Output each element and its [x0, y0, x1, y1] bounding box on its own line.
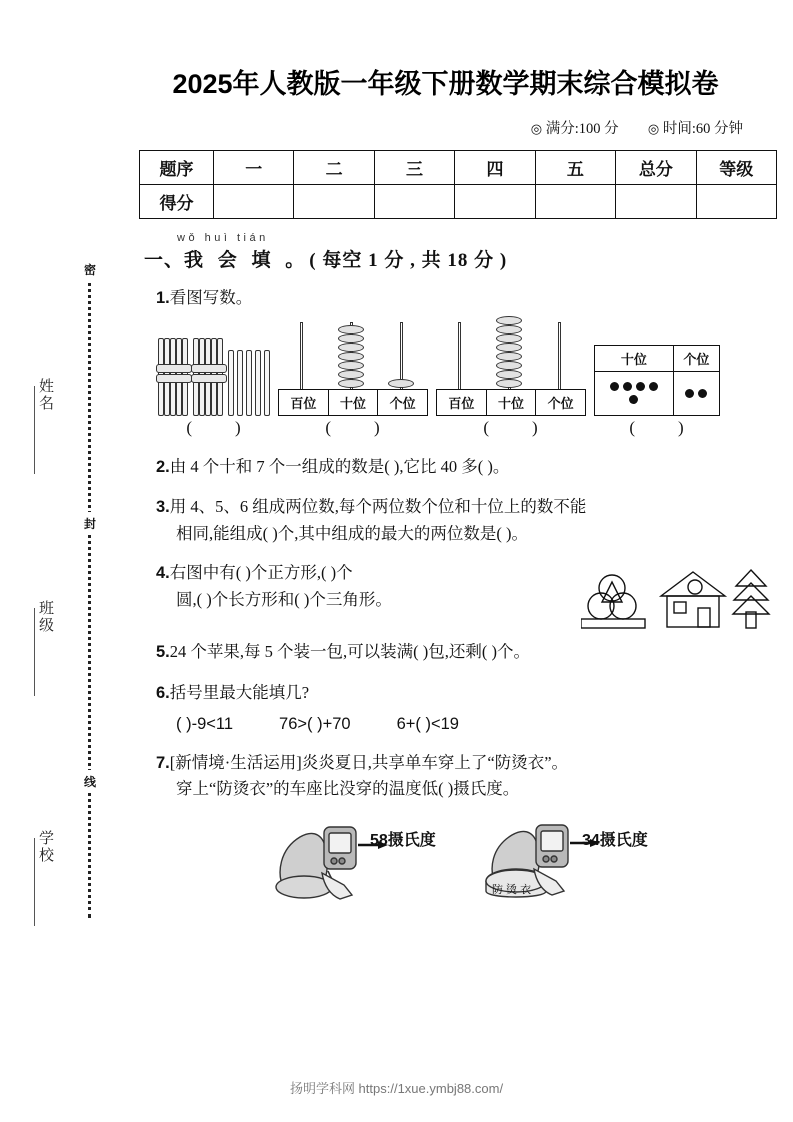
score-table-row-label-1: 得分	[140, 185, 214, 219]
question-3-text-line2: 相同,能组成( )个,其中组成的最大的两位数是( )。	[176, 524, 528, 544]
question-7-text-line2: 穿上“防烫衣”的车座比没穿的温度低( )摄氏度。	[176, 779, 520, 799]
question-2-text: 由 4 个十和 7 个一组成的数是( ),它比 40 多( )。	[169, 456, 510, 476]
rectangle-door-shape	[698, 608, 710, 627]
abacus-base	[436, 389, 586, 416]
left-margin	[0, 0, 112, 1122]
margin-field-school-line	[34, 838, 35, 926]
time-limit-label: 时间:60 分钟	[662, 121, 743, 137]
margin-field-name-line	[34, 386, 35, 474]
question-6-item-3[interactable]: 6+( )<19	[396, 714, 459, 733]
margin-field-school-label: 学校	[37, 830, 54, 864]
score-table-col-6: 等级	[696, 151, 776, 185]
score-table-col-0: 一	[214, 151, 294, 185]
margin-field-class-line	[34, 608, 35, 696]
stick-bundle	[158, 338, 190, 416]
table-row	[140, 185, 777, 219]
section-title	[144, 245, 765, 272]
seal-char-3: 线	[81, 770, 99, 793]
question-4-number: 4.	[156, 563, 170, 582]
circle-shape	[688, 580, 702, 594]
pv-dots-tens	[595, 371, 674, 415]
loose-stick	[237, 350, 243, 416]
question-2-number: 2.	[156, 457, 170, 476]
score-cell-4[interactable]	[535, 185, 615, 219]
question-6-text: 括号里最大能填几?	[169, 683, 310, 703]
section-header	[144, 232, 765, 272]
question-1-figures	[158, 318, 765, 438]
question-5-number: 5.	[156, 643, 170, 662]
question-7-number: 7.	[156, 753, 170, 772]
triangle-roof-shape	[661, 572, 725, 596]
question-5-text: 24 个苹果,每 5 个装一包,可以装满( )包,还剩( )个。	[169, 642, 530, 662]
triangle-shape	[733, 596, 769, 614]
cover-text: 防 烫 衣	[492, 884, 532, 897]
rectangle-bar-shape	[581, 619, 645, 628]
abacus	[278, 318, 428, 416]
abacus	[436, 318, 586, 416]
stick-bundle	[193, 338, 225, 416]
margin-field-school	[26, 830, 56, 926]
seal-char-1: 密	[81, 258, 99, 281]
seat-temperature-label-2: 34摄氏度	[582, 832, 648, 850]
question-5	[156, 639, 765, 666]
abacus-base	[278, 389, 428, 416]
abacus-label-tens: 十位	[487, 390, 537, 415]
section-scoring: ( 每空 1 分 , 共 18 分 )	[309, 250, 508, 271]
question-1-text: 看图写数。	[169, 288, 253, 307]
score-cell-1[interactable]	[294, 185, 374, 219]
score-cell-5[interactable]	[616, 185, 696, 219]
score-table-col-5: 总分	[616, 151, 696, 185]
bike-seat-covered	[478, 811, 648, 903]
question-4-shapes-figure	[581, 564, 771, 636]
answer-blank-2[interactable]: ( )	[325, 417, 381, 437]
table-row	[595, 345, 720, 371]
figure-abacus-2	[436, 318, 586, 438]
seal-dotted-line	[88, 258, 91, 918]
seat-temperature-label-1: 58摄氏度	[370, 832, 436, 850]
margin-field-class	[26, 600, 56, 696]
abacus-label-hundreds: 百位	[279, 390, 329, 415]
loose-stick	[228, 350, 234, 416]
question-3	[156, 494, 765, 547]
section-number: 一、	[144, 250, 185, 271]
question-4-text-line1: 右图中有( )个正方形,( )个	[169, 562, 353, 582]
circle-shape	[599, 575, 625, 601]
question-6-number: 6.	[156, 684, 170, 703]
score-cell-3[interactable]	[455, 185, 535, 219]
question-3-number: 3.	[156, 498, 170, 517]
square-shape	[667, 596, 719, 627]
score-table-col-1: 二	[294, 151, 374, 185]
margin-field-name	[26, 378, 56, 474]
bike-seat-thermometer-icon	[266, 811, 426, 903]
question-1	[156, 285, 765, 312]
score-cell-6[interactable]	[696, 185, 776, 219]
exam-page	[112, 0, 793, 1122]
seal-char-2: 封	[81, 512, 99, 535]
score-cell-2[interactable]	[374, 185, 454, 219]
score-table	[139, 150, 777, 219]
figure-abacus-1	[278, 318, 428, 438]
figure-sticks	[158, 336, 270, 438]
sticks-group	[158, 336, 270, 416]
score-cell-0[interactable]	[214, 185, 294, 219]
circle-icon: ◎	[530, 121, 543, 136]
abacus-label-tens: 十位	[329, 390, 379, 415]
bike-seat-uncovered	[266, 811, 436, 903]
square-window-shape	[674, 602, 686, 613]
section-name: 我 会 填 。	[184, 250, 310, 271]
table-row	[140, 151, 777, 185]
full-score-label: 满分:100 分	[545, 121, 619, 137]
score-table-col-4: 五	[535, 151, 615, 185]
question-3-text-line1: 用 4、5、6 组成两位数,每个两位数个位和十位上的数不能	[169, 497, 587, 517]
question-6-item-2[interactable]: 76>( )+70	[279, 714, 351, 733]
pv-label-tens: 十位	[595, 345, 674, 371]
question-6	[156, 680, 765, 707]
margin-field-class-label: 班级	[37, 600, 54, 634]
place-value-chart	[594, 345, 720, 416]
abacus-label-hundreds: 百位	[437, 390, 487, 415]
footer-watermark: 扬明学科网 https://1xue.ymbj88.com/	[289, 1081, 504, 1096]
figure-place-value-chart	[594, 345, 720, 438]
answer-blank-1[interactable]: ( )	[186, 417, 242, 437]
abacus-label-ones: 个位	[547, 395, 574, 411]
circle-icon: ◎	[647, 121, 660, 136]
score-table-row-label-0: 题序	[140, 151, 214, 185]
question-7-figures	[266, 811, 765, 903]
score-table-col-3: 四	[455, 151, 535, 185]
loose-stick	[255, 350, 261, 416]
table-row	[595, 371, 720, 415]
margin-field-name-label: 姓名	[37, 378, 54, 412]
question-1-number: 1.	[156, 289, 170, 307]
question-6-items	[176, 715, 765, 734]
question-7	[156, 750, 765, 803]
page-title: 2025年人教版一年级下册数学期末综合模拟卷	[172, 69, 719, 99]
loose-stick	[246, 350, 252, 416]
score-table-col-2: 三	[374, 151, 454, 185]
loose-stick	[264, 350, 270, 416]
question-4	[156, 560, 765, 613]
question-4-text-line2: 圆,( )个长方形和( )个三角形。	[176, 589, 392, 609]
question-2	[156, 454, 765, 481]
abacus-label-ones: 个位	[389, 395, 416, 411]
answer-blank-4[interactable]: ( )	[629, 417, 685, 437]
section-pinyin: wǒ huì tián	[177, 232, 269, 244]
pv-label-ones: 个位	[673, 345, 719, 371]
question-6-item-1[interactable]: ( )-9<11	[176, 714, 234, 733]
bike-seat-cover-thermometer-icon	[478, 811, 638, 903]
answer-blank-3[interactable]: ( )	[483, 417, 539, 437]
question-7-text-line1: [新情境·生活运用]炎炎夏日,共享单车穿上了“防烫衣”。	[169, 752, 569, 772]
exam-meta	[126, 117, 765, 138]
pv-dots-ones	[673, 371, 719, 415]
